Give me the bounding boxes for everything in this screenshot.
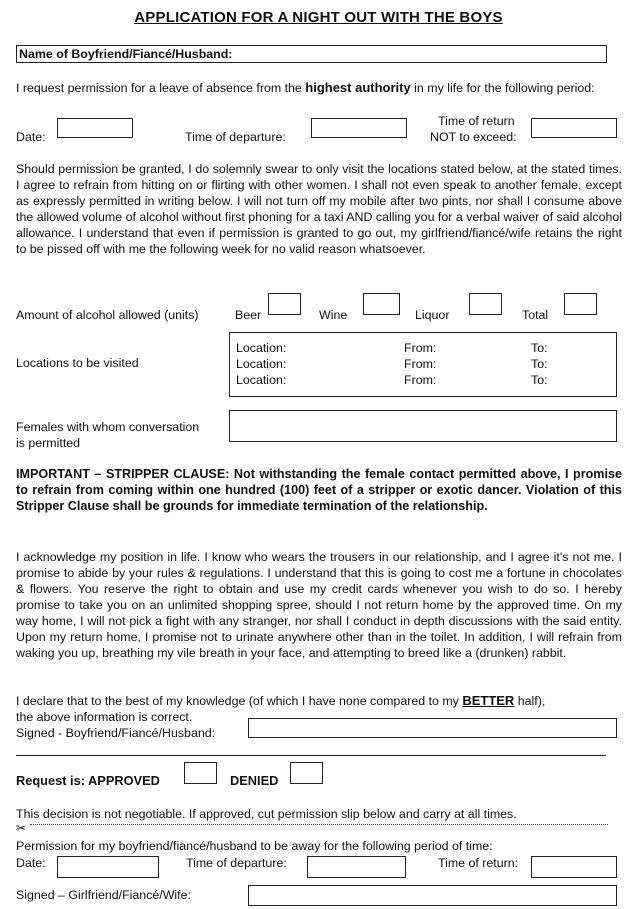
approved-label: Request is: APPROVED bbox=[16, 773, 160, 788]
stripper-clause: IMPORTANT – STRIPPER CLAUSE: Not withstanding the female contact permitted above, I promise to refrain from coming within one hundred (100) feet of a stripper or exotic dancer. Violation of this Stripper Clause shall be grounds for immediate termination of the relationship. bbox=[16, 467, 622, 513]
to-label: To: bbox=[531, 357, 548, 371]
request-text bbox=[16, 80, 622, 96]
total-field[interactable] bbox=[564, 293, 597, 315]
scissors-icon: ✂ bbox=[16, 821, 27, 835]
date-field[interactable] bbox=[57, 118, 133, 138]
location-label: Location: bbox=[236, 373, 287, 387]
females-field[interactable] bbox=[229, 410, 617, 442]
acknowledge-paragraph: I acknowledge my position in life. I know who wears the trousers in our relationship, and I agree it's not me. I promise to abide by your rules & regulations. I understand that this is going to cost me a fortune in chocolates & flowers. You reserve the right to obtain and use my credit cards whenever you wish to do so. I hereby promise to take you on an unlimited shopping spree, should I not return home by the approved time. On my way home, I will not pick a fight with any stranger, nor shall I conduct in depth discussions with the said entity. Upon my return home, I promise not to urinate anywhere other than in the toilet. In addition, I will refrain from waking you up, breathing my vile breath in your face, and attempting to breed like a (drunken) rabbit. bbox=[16, 550, 622, 660]
slip-date-field[interactable] bbox=[57, 856, 159, 878]
decision-note: This decision is not negotiable. If approved, cut permission slip below and carry at all times. bbox=[16, 807, 517, 821]
from-label: From: bbox=[404, 341, 437, 355]
females-label-line2: is permitted bbox=[16, 436, 81, 450]
to-label: To: bbox=[531, 341, 548, 355]
slip-date-label: Date: bbox=[16, 856, 46, 870]
signed-boyfriend-field[interactable] bbox=[248, 718, 617, 738]
beer-field[interactable] bbox=[268, 293, 301, 315]
wine-field[interactable] bbox=[363, 293, 400, 315]
from-label: From: bbox=[404, 373, 437, 387]
cut-line bbox=[30, 824, 608, 832]
date-label: Date: bbox=[16, 130, 46, 144]
wine-label: Wine bbox=[319, 308, 348, 322]
liquor-label: Liquor bbox=[415, 308, 450, 322]
slip-permission-text: Permission for my boyfriend/fiancé/husband to be away for the following period of time: bbox=[16, 839, 493, 853]
oath-paragraph: Should permission be granted, I do solemnly swear to only visit the locations stated below, at the stated times. I agree to refrain from hitting on or flirting with other women. I shall not even speak to another female, except as expressly permitted in writing below. I will not turn off my mobile after two pints, nor shall I consume above the allowed volume of alcohol without first phoning for a taxi AND calling you for a verbal waiver of said alcohol allowance. I understand that even if permission is granted to go out, my girlfriend/fiancé/wife retains the right to be pissed off with me the following week for no valid reason whatsoever. bbox=[16, 162, 622, 256]
declare-emph: BETTER bbox=[462, 693, 515, 708]
liquor-field[interactable] bbox=[469, 293, 502, 315]
females-label-line1: Females with whom conversation bbox=[16, 420, 200, 434]
signed-girlfriend-field[interactable] bbox=[248, 885, 617, 906]
declare-line2: the above information is correct. bbox=[16, 710, 193, 724]
divider-line bbox=[16, 755, 606, 756]
declare-after: half), bbox=[514, 694, 546, 708]
denied-checkbox[interactable] bbox=[290, 762, 323, 784]
slip-departure-field[interactable] bbox=[307, 856, 406, 878]
location-label: Location: bbox=[236, 341, 287, 355]
name-label: Name of Boyfriend/Fiancé/Husband: bbox=[19, 47, 233, 61]
request-text-after: in my life for the following period: bbox=[410, 81, 595, 95]
signed-boyfriend-label: Signed - Boyfriend/Fiancé/Husband: bbox=[16, 726, 216, 740]
slip-return-field[interactable] bbox=[531, 856, 617, 878]
return-field[interactable] bbox=[531, 118, 617, 138]
return-label-line1: Time of return bbox=[438, 114, 515, 128]
page-title: APPLICATION FOR A NIGHT OUT WITH THE BOYS bbox=[134, 9, 503, 26]
slip-return-label: Time of return: bbox=[438, 856, 519, 870]
departure-field[interactable] bbox=[311, 118, 407, 138]
alcohol-label: Amount of alcohol allowed (units) bbox=[16, 308, 199, 322]
return-label-line2: NOT to exceed: bbox=[430, 130, 517, 144]
from-label: From: bbox=[404, 357, 437, 371]
departure-label: Time of departure: bbox=[185, 130, 286, 144]
beer-label: Beer bbox=[235, 308, 262, 322]
to-label: To: bbox=[531, 373, 548, 387]
slip-departure-label: Time of departure: bbox=[186, 856, 287, 870]
signed-girlfriend-label: Signed – Girlfriend/Fiancé/Wife: bbox=[16, 888, 191, 902]
locations-box[interactable] bbox=[229, 332, 617, 397]
approved-checkbox[interactable] bbox=[184, 762, 217, 784]
locations-label: Locations to be visited bbox=[16, 356, 139, 370]
denied-label: DENIED bbox=[230, 773, 279, 788]
declare-line1 bbox=[16, 693, 622, 709]
declare-before: I declare that to the best of my knowledge (of which I have none compared to my bbox=[16, 694, 463, 708]
request-text-emph: highest authority bbox=[305, 80, 411, 95]
total-label: Total bbox=[522, 308, 549, 322]
location-label: Location: bbox=[236, 357, 287, 371]
request-text-before: I request permission for a leave of absence from the bbox=[16, 81, 306, 95]
